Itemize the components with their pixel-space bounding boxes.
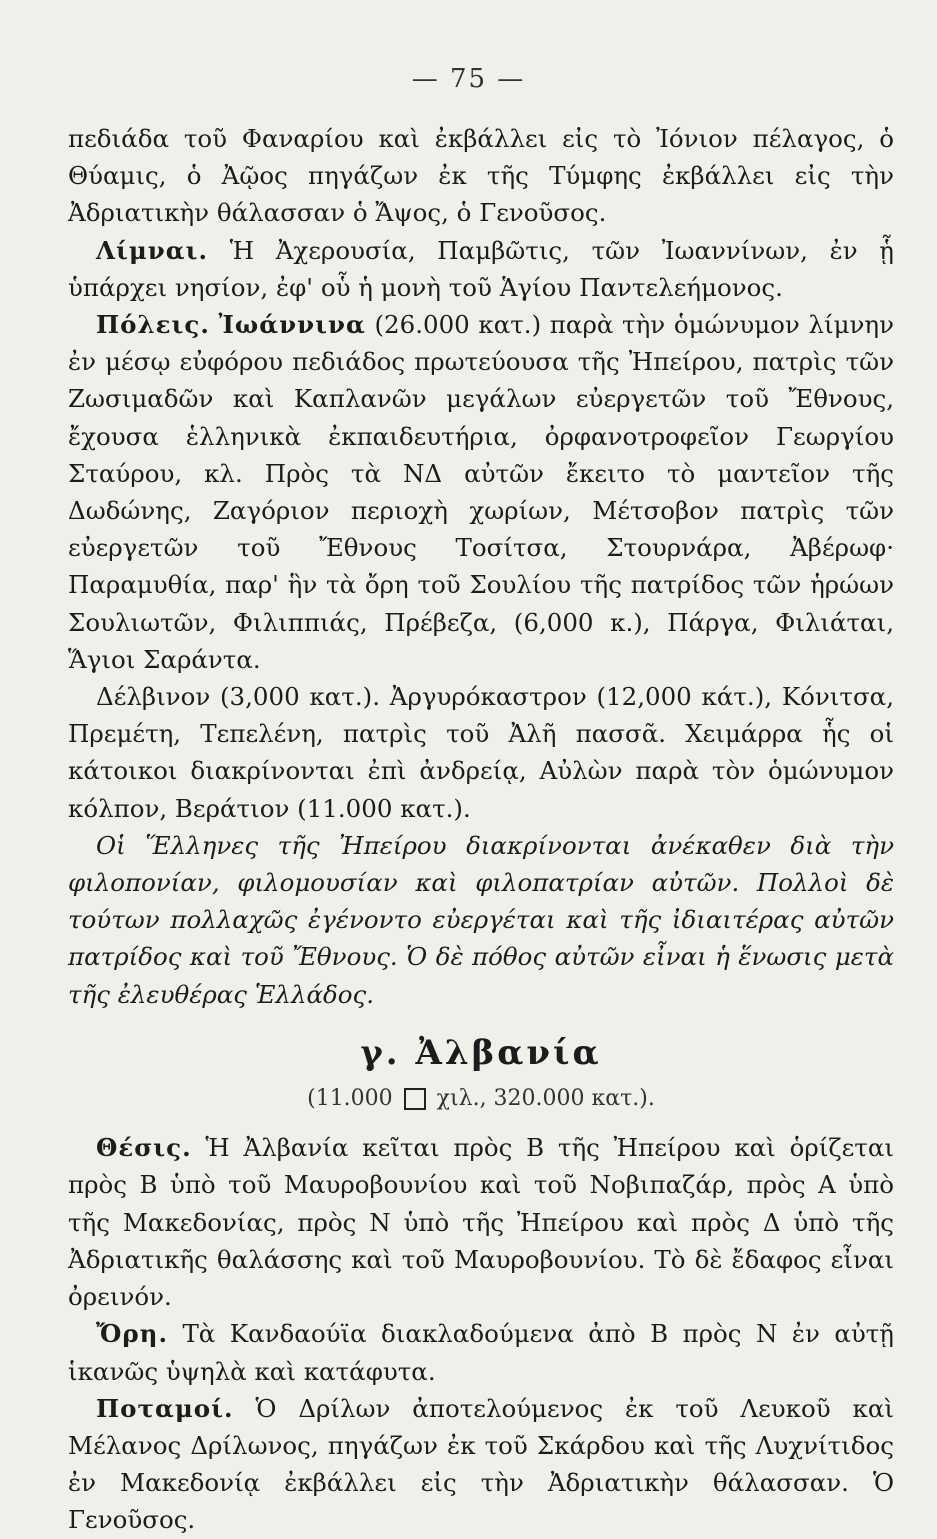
section-subtitle — [68, 1080, 894, 1117]
heading-mountains: Ὄρη. — [96, 1319, 168, 1349]
mountains-text: Τὰ Κανδαούϊα διακλαδούμενα ἀπὸ Β πρὸς Ν ἐν αὐτῇ ἱκανῶς ὑψηλὰ καὶ κατάφυτα. — [68, 1319, 894, 1386]
paragraph-cities — [68, 306, 894, 678]
heading-lakes: Λίμναι. — [96, 235, 209, 265]
paragraph-rivers: πεδιάδα τοῦ Φαναρίου καὶ ἐκβάλλει εἰς τὸ Ἰόνιον πέλαγος, ὁ Θύαμις, ὁ Ἀῷος πηγάζων ἐκ τῆς Τύμφης ἐκβάλλει εἰς τὴν Ἀδριατικὴν θάλασσαν ὁ Ἄψος, ὁ Γενοῦσος. — [68, 124, 894, 228]
paragraph-mountains — [68, 1315, 894, 1389]
page-text — [68, 120, 894, 1539]
area-population: χιλ., 320.000 κατ.). — [436, 1086, 655, 1112]
area-value: (11.000 — [307, 1086, 393, 1112]
square-symbol-icon — [404, 1088, 426, 1110]
heading-position: Θέσις. — [96, 1133, 192, 1163]
section-title-albania: γ. Ἀλβανία — [360, 1032, 602, 1073]
heading-rivers: Ποταμοί. — [96, 1393, 234, 1423]
paragraph-greeks: Οἱ Ἕλληνες τῆς Ἠπείρου διακρίνονται ἀνέκαθεν διὰ τὴν φιλοπονίαν, φιλομουσίαν καὶ φιλοπατρίαν αὐτῶν. Πολλοὶ δὲ τούτων πολλαχῶς ἐγένοντο εὐεργέται καὶ τῆς ἰδιαιτέρας αὐτῶν πατρίδος καὶ τοῦ Ἔθνους. Ὁ δὲ πόθος αὐτῶν εἶναι ἡ ἕνωσις μετὰ τῆς ἐλευθέρας Ἑλλάδος. — [68, 830, 894, 1009]
rivers-text: Ὁ Δρίλων ἀποτελούμενος ἐκ τοῦ Λευκοῦ καὶ Μέλανος Δρίλωνος, πηγάζων ἐκ τοῦ Σκάρδου καὶ τῆς Λυχνίτιδος ἐν Μακεδονίᾳ ἐκβάλλει εἰς τὴν Ἀδριατικὴν θάλασσαν. Ὁ Γενοῦσος. — [68, 1393, 894, 1535]
paragraph-delvinon: Δέλβινον (3,000 κατ.). Ἀργυρόκαστρον (12,000 κάτ.), Κόνιτσα, Πρεμέτη, Τεπελένη, πατρὶς τοῦ Ἀλῆ πασσᾶ. Χειμάρρα ἧς οἱ κάτοικοι διακρίνονται ἐπὶ ἀνδρείᾳ, Αὐλὼν παρὰ τὸν ὁμώνυμον κόλπον, Βεράτιον (11.000 κατ.). — [68, 682, 894, 823]
city-ioannina: Ἰωάννινα — [218, 310, 366, 340]
position-text: Ἡ Ἀλβανία κεῖται πρὸς Β τῆς Ἠπείρου καὶ ὁρίζεται πρὸς Β ὑπὸ τοῦ Μαυροβουνίου καὶ τοῦ Νοβιπαζάρ, πρὸς Α ὑπὸ τῆς Μακεδονίας, πρὸς Ν ὑπὸ τῆς Ἠπείρου καὶ πρὸς Δ ὑπὸ τῆς Ἀδριατικῆς θαλάσσης καὶ τοῦ Μαυροβουνίου. Τὸ δὲ ἔδαφος εἶναι ὀρεινόν. — [68, 1133, 895, 1312]
cities-text: (26.000 κατ.) παρὰ τὴν ὁμώνυμον λίμνην ἐν μέσῳ εὐφόρου πεδιάδος πρωτεύουσα τῆς Ἠπείρου, πατρὶς τῶν Ζωσιμαδῶν καὶ Καπλανῶν μεγάλων εὐεργετῶν τοῦ Ἔθνους, ἔχουσα ἑλληνικὰ ἐκπαιδευτήρια, ὀρφανοτροφεῖον Γεωργίου Σταύρου, κλ. Πρὸς τὰ ΝΔ αὐτῶν ἔκειτο τὸ μαντεῖον τῆς Δωδώνης, Ζαγόριον περιοχὴ χωρίων, Μέτσοβον πατρὶς τῶν εὐεργετῶν τοῦ Ἔθνους Τοσίτσα, Στουρνάρα, Ἀβέρωφ· Παραμυθία, παρ' ἣν τὰ ὄρη τοῦ Σουλίου τῆς πατρίδος τῶν ἡρώων Σουλιωτῶν, Φιλιππιάς, Πρέβεζα, (6,000 κ.), Πάργα, Φιλιάται, Ἅγιοι Σαράντα. — [68, 310, 894, 674]
page-number: — 75 — — [411, 64, 526, 94]
paragraph-position — [68, 1129, 894, 1315]
lakes-text: Ἡ Ἀχερουσία, Παμβῶτις, τῶν Ἰωαννίνων, ἐν ᾗ ὑπάρχει νησίον, ἐφ' οὗ ἡ μονὴ τοῦ Ἁγίου Παντελεήμονος. — [68, 235, 894, 302]
heading-cities: Πόλεις. — [96, 310, 210, 340]
paragraph-rivers-albania — [68, 1390, 894, 1539]
paragraph-lakes — [68, 232, 894, 306]
